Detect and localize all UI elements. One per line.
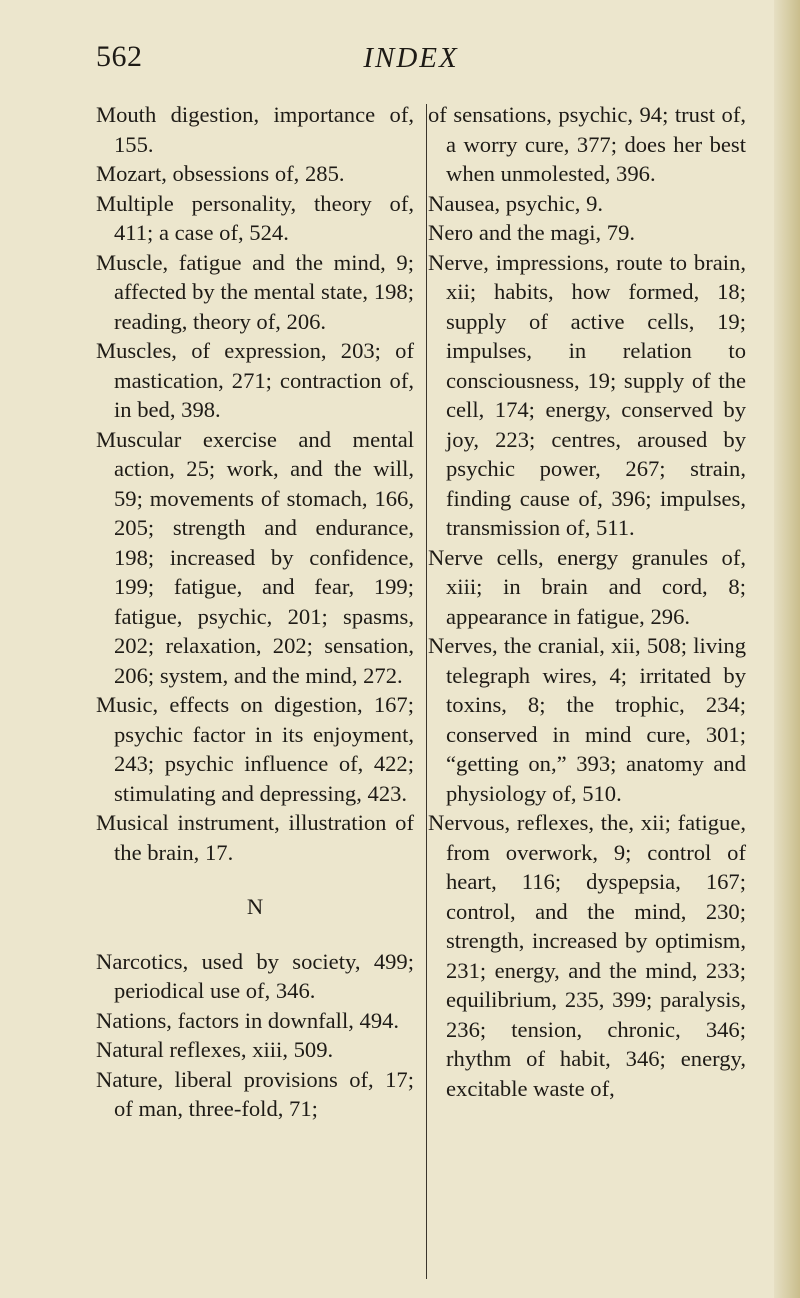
index-entry: Muscles, of expression, 203; of mastication, 271; contraction of, in bed, 398. <box>96 338 414 422</box>
index-entry: Nations, factors in downfall, 494. <box>96 1007 400 1033</box>
page-header <box>96 40 726 80</box>
section-letter-heading: N <box>246 894 264 919</box>
page-edge-shadow <box>774 0 800 1298</box>
page-number: 562 <box>96 40 143 73</box>
index-entry: Nausea, psychic, 9. <box>428 190 604 216</box>
index-entry: Multiple personality, theory of, 411; a case of, 524. <box>96 190 414 245</box>
column-divider <box>426 104 427 1279</box>
index-entry: Nero and the magi, 79. <box>428 220 636 245</box>
left-column <box>96 100 414 1124</box>
index-entry: Mozart, obsessions of, 285. <box>96 161 345 186</box>
index-entry: Musical instrument, illustration of the brain, 17. <box>96 810 414 865</box>
index-entry: of sensations, psychic, 94; trust of, a worry cure, 377; does her best when unmolested, 396. <box>428 102 746 186</box>
running-title: INDEX <box>363 42 459 74</box>
index-entry: Mouth digestion, importance of, 155. <box>96 102 414 157</box>
index-entry: Nervous, reflexes, the, xii; fatigue, from overwork, 9; control of heart, 116; dyspepsia, 167; control, and the mind, 230; strength, increased by optimism, 231; energy, and the mind, 233; equilibrium, 235, 399; paralysis, 236; tension, chronic, 346; rhythm of habit, 346; energy, excitable waste of, <box>428 810 746 1101</box>
right-column <box>428 100 746 1103</box>
index-entry: Nature, liberal provisions of, 17; of man, three-fold, 71; <box>96 1066 414 1121</box>
index-entry: Nerve cells, energy granules of, xiii; in brain and cord, 8; appearance in fatigue, 296. <box>428 544 746 629</box>
index-entry: Muscular exercise and mental action, 25; work, and the will, 59; movements of stomach, 166, 205; strength and endurance, 198; increased by confidence, 199; fatigue, and fear, 199; fatigue, psychic, 201; spasms, 202; relaxation, 202; sensation, 206; system, and the mind, 272. <box>96 426 414 688</box>
index-entry: Narcotics, used by society, 499; periodical use of, 346. <box>96 948 414 1003</box>
index-entry: Nerve, impressions, route to brain, xii; habits, how formed, 18; supply of active cells, 19; impulses, in relation to consciousness, 19; supply of the cell, 174; energy, conserved by joy, 223; centres, aroused by psychic power, 267; strain, finding cause of, 396; impulses, transmission of, 511. <box>428 249 746 540</box>
index-entry: Music, effects on digestion, 167; psychic factor in its enjoyment, 243; psychic influence of, 422; stimulating and depressing, 423. <box>96 692 414 806</box>
index-entry: Nerves, the cranial, xii, 508; living telegraph wires, 4; irritated by toxins, 8; the trophic, 234; conserved in mind cure, 301; “getting on,” 393; anatomy and physiology of, 510. <box>428 633 746 806</box>
index-entry: Muscle, fatigue and the mind, 9; affected by the mental state, 198; reading, theory of, 206. <box>96 249 414 334</box>
index-entry: Natural reflexes, xiii, 509. <box>96 1037 334 1062</box>
